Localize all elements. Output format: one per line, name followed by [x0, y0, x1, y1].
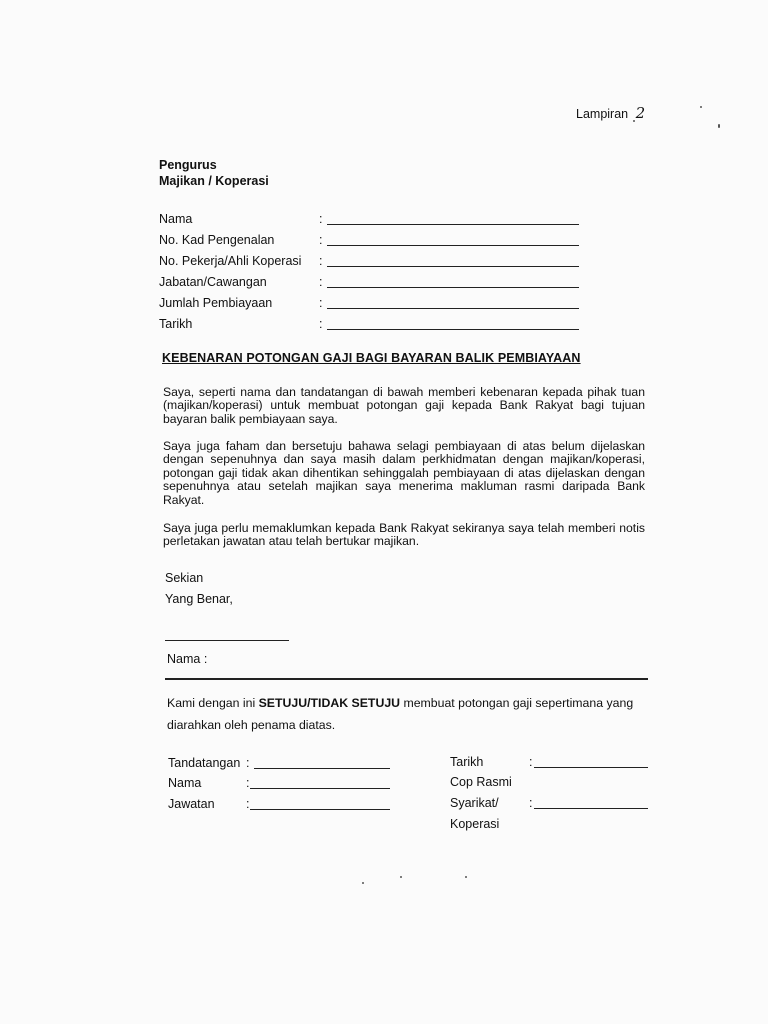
field-line-jumlah-pembiayaan[interactable] [327, 308, 579, 309]
employer-field-jawatan [168, 797, 398, 813]
field-nama [159, 212, 589, 228]
scan-speck [400, 876, 402, 878]
employer-field-tarikh [450, 755, 650, 771]
field-label: Jabatan/Cawangan [159, 275, 267, 289]
field-label: Nama [168, 776, 202, 790]
field-line-no-pekerja[interactable] [327, 266, 579, 267]
applicant-name-label: Nama : [167, 652, 208, 666]
scan-speck [700, 106, 702, 108]
field-tarikh [159, 317, 589, 333]
field-colon: : [529, 755, 533, 769]
field-jabatan [159, 275, 589, 291]
field-label: Tandatangan [168, 756, 241, 770]
field-label: Koperasi [450, 817, 500, 831]
addressee-block [159, 157, 269, 189]
field-line-jawatan[interactable] [250, 809, 390, 810]
field-label: No. Kad Pengenalan [159, 233, 275, 247]
closing-sekian: Sekian [165, 571, 204, 585]
field-colon: : [246, 776, 250, 790]
field-label: Jumlah Pembiayaan [159, 296, 273, 310]
field-line-employer-nama[interactable] [250, 788, 390, 789]
paragraph-3: Saya juga perlu memaklumkan kepada Bank Rakyat sekiranya saya telah memberi notis perletakan jawatan atau telah bertukar majikan. [163, 521, 645, 549]
field-colon: : [319, 233, 323, 247]
applicant-signature-line[interactable] [165, 640, 289, 641]
field-colon: : [319, 254, 323, 268]
field-colon: : [246, 756, 250, 770]
attachment-label [576, 104, 645, 122]
section-divider [165, 678, 648, 680]
field-label: Tarikh [159, 317, 193, 331]
paragraph-2: Saya juga faham dan bersetuju bahawa selagi pembiayaan di atas belum dijelaskan dengan sepenuhnya dan saya masih dalam perkhidmatan dengan majikan/koperasi, potongan gaji tidak akan dihentikan sehinggalah pembiayaan di atas dijelaskan dengan sepenuhnya atau setelah majikan saya menerima makluman rasmi daripada Bank Rakyat. [163, 439, 645, 507]
field-line-cop-rasmi[interactable] [534, 808, 648, 809]
agreement-statement [167, 692, 649, 736]
scan-speck [718, 124, 720, 128]
field-colon: : [529, 796, 533, 810]
scan-speck [465, 876, 467, 878]
field-colon: : [246, 797, 250, 811]
field-line-tandatangan[interactable] [254, 768, 390, 769]
field-label: Jawatan [168, 797, 215, 811]
field-line-tarikh[interactable] [327, 329, 579, 330]
field-colon: : [319, 296, 323, 310]
addressee-line-1: Pengurus [159, 158, 217, 172]
field-label: No. Pekerja/Ahli Koperasi [159, 254, 302, 268]
field-kad-pengenalan [159, 233, 589, 249]
field-jumlah-pembiayaan [159, 296, 589, 312]
closing-yang-benar: Yang Benar, [165, 592, 233, 606]
field-label: Tarikh [450, 755, 484, 769]
agreement-suffix: membuat potongan gaji sepertimana yang diarahkan oleh penama diatas. [167, 696, 634, 732]
attachment-label-text: Lampiran [576, 107, 629, 121]
field-line-kad-pengenalan[interactable] [327, 245, 579, 246]
scan-speck [633, 120, 635, 122]
field-line-nama[interactable] [327, 224, 579, 225]
employer-field-nama [168, 776, 398, 792]
field-line-jabatan[interactable] [327, 287, 579, 288]
employer-field-tandatangan [168, 756, 398, 772]
agreement-choice[interactable]: SETUJU/TIDAK SETUJU [258, 696, 401, 710]
employer-field-cop-rasmi [450, 775, 650, 791]
field-label: Cop Rasmi [450, 775, 512, 789]
attachment-number: 2 [635, 104, 646, 122]
field-label: Nama [159, 212, 193, 226]
field-no-pekerja [159, 254, 589, 270]
document-heading: KEBENARAN POTONGAN GAJI BAGI BAYARAN BALIK PEMBIAYAAN [162, 351, 581, 365]
paragraph-1: Saya, seperti nama dan tandatangan di bawah memberi kebenaran kepada pihak tuan (majikan/koperasi) untuk membuat potongan gaji kepada Bank Rakyat bagi tujuan bayaran balik pembiayaan saya. [163, 385, 645, 426]
field-colon: : [319, 212, 323, 226]
field-colon: : [319, 275, 323, 289]
employer-field-koperasi [450, 817, 650, 833]
addressee-line-2: Majikan / Koperasi [159, 174, 269, 188]
agreement-prefix: Kami dengan ini [167, 696, 259, 710]
employer-field-syarikat [450, 796, 650, 812]
field-line-employer-tarikh[interactable] [534, 767, 648, 768]
field-colon: : [319, 317, 323, 331]
scan-speck [362, 882, 364, 884]
field-label: Syarikat/ [450, 796, 499, 810]
